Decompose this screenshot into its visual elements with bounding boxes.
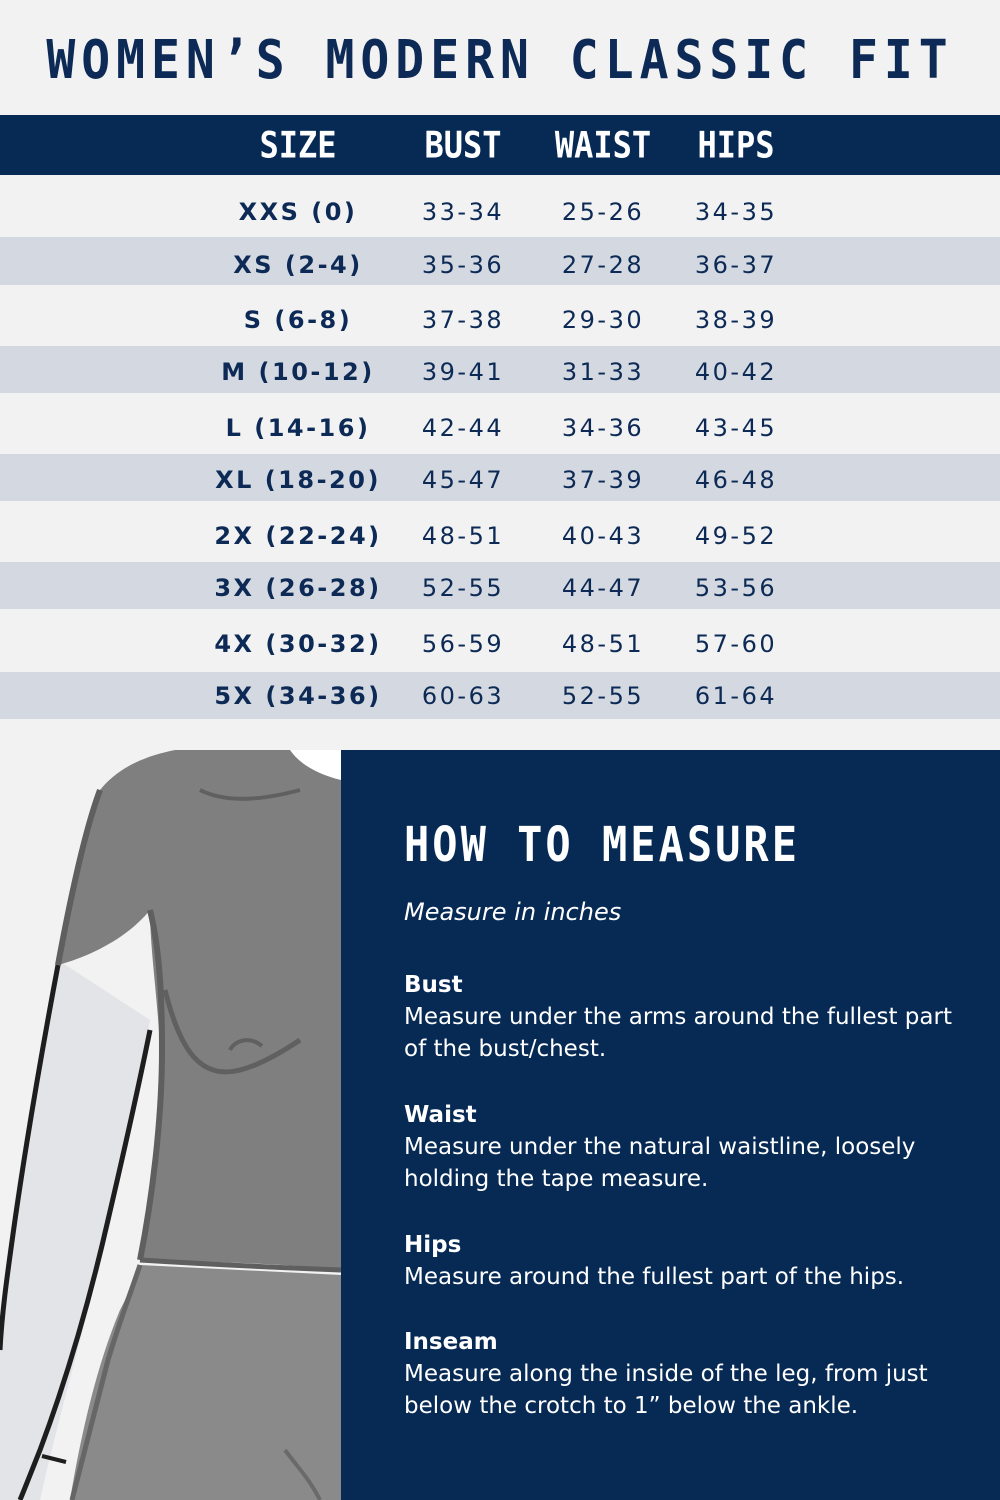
- size-cell: S (6-8): [243, 306, 353, 334]
- measure-item-bust: [404, 969, 974, 1065]
- table-row: [0, 293, 1000, 347]
- hips-cell: 57-60: [694, 630, 778, 658]
- waist-cell: 27-28: [561, 251, 645, 279]
- measure-heading: Hips: [404, 1232, 462, 1258]
- table-row: [0, 454, 1000, 501]
- table-row: [0, 237, 1000, 285]
- size-cell: M (10-12): [221, 358, 375, 386]
- size-cell: XL (18-20): [215, 466, 381, 494]
- bust-cell: 56-59: [421, 630, 505, 658]
- size-cell: 3X (26-28): [214, 574, 382, 602]
- header-waist: WAIST: [554, 123, 652, 167]
- hips-cell: 36-37: [694, 251, 778, 279]
- measure-heading: Waist: [404, 1102, 477, 1128]
- measure-text: Measure under the natural waistline, loosely holding the tape measure.: [404, 1134, 916, 1192]
- measure-text: Measure along the inside of the leg, from just below the crotch to 1” below the ankle.: [404, 1361, 928, 1419]
- how-to-measure-title: HOW TO MEASURE: [404, 816, 801, 873]
- bust-cell: 35-36: [421, 251, 505, 279]
- table-row: [0, 509, 1000, 563]
- size-cell: 2X (22-24): [214, 522, 382, 550]
- how-to-measure-panel: [341, 750, 1000, 1500]
- table-row: [0, 672, 1000, 719]
- woman-figure-illustration: [0, 750, 341, 1500]
- bust-cell: 33-34: [421, 198, 505, 226]
- size-table-body: [0, 175, 1000, 720]
- measure-heading: Inseam: [404, 1329, 498, 1355]
- size-cell: 4X (30-32): [214, 630, 382, 658]
- bust-cell: 39-41: [421, 358, 505, 386]
- waist-cell: 29-30: [561, 306, 645, 334]
- waist-cell: 40-43: [561, 522, 645, 550]
- how-to-measure-subtitle: Measure in inches: [404, 898, 622, 926]
- hips-cell: 49-52: [694, 522, 778, 550]
- measure-text: Measure under the arms around the fullest part of the bust/chest.: [404, 1004, 952, 1062]
- hips-cell: 40-42: [694, 358, 778, 386]
- header-bust: BUST: [424, 123, 502, 167]
- hips-cell: 61-64: [694, 682, 778, 710]
- hips-cell: 34-35: [694, 198, 778, 226]
- size-cell: XXS (0): [238, 198, 358, 226]
- table-row: [0, 401, 1000, 455]
- table-row: [0, 185, 1000, 239]
- bust-cell: 42-44: [421, 414, 505, 442]
- waist-cell: 37-39: [561, 466, 645, 494]
- size-table-header: [0, 115, 1000, 175]
- bust-cell: 60-63: [421, 682, 505, 710]
- header-size: SIZE: [259, 123, 337, 167]
- measure-item-inseam: [404, 1326, 974, 1422]
- waist-cell: 34-36: [561, 414, 645, 442]
- table-row: [0, 617, 1000, 671]
- woman-silhouette-icon: [0, 750, 341, 1500]
- table-row: [0, 562, 1000, 609]
- bust-cell: 52-55: [421, 574, 505, 602]
- waist-cell: 25-26: [561, 198, 645, 226]
- header-hips: HIPS: [697, 123, 775, 167]
- hips-cell: 53-56: [694, 574, 778, 602]
- measure-text: Measure around the fullest part of the hips.: [404, 1264, 905, 1290]
- measure-item-hips: [404, 1229, 974, 1293]
- bust-cell: 45-47: [421, 466, 505, 494]
- hips-cell: 43-45: [694, 414, 778, 442]
- size-cell: 5X (34-36): [214, 682, 382, 710]
- table-row: [0, 346, 1000, 393]
- waist-cell: 31-33: [561, 358, 645, 386]
- hips-cell: 38-39: [694, 306, 778, 334]
- measure-heading: Bust: [404, 972, 463, 998]
- measure-item-waist: [404, 1099, 974, 1195]
- hips-cell: 46-48: [694, 466, 778, 494]
- size-cell: L (14-16): [225, 414, 371, 442]
- page-title: WOMEN’S MODERN CLASSIC FIT: [46, 28, 954, 92]
- size-cell: XS (2-4): [233, 251, 363, 279]
- waist-cell: 48-51: [561, 630, 645, 658]
- waist-cell: 52-55: [561, 682, 645, 710]
- bust-cell: 37-38: [421, 306, 505, 334]
- waist-cell: 44-47: [561, 574, 645, 602]
- bust-cell: 48-51: [421, 522, 505, 550]
